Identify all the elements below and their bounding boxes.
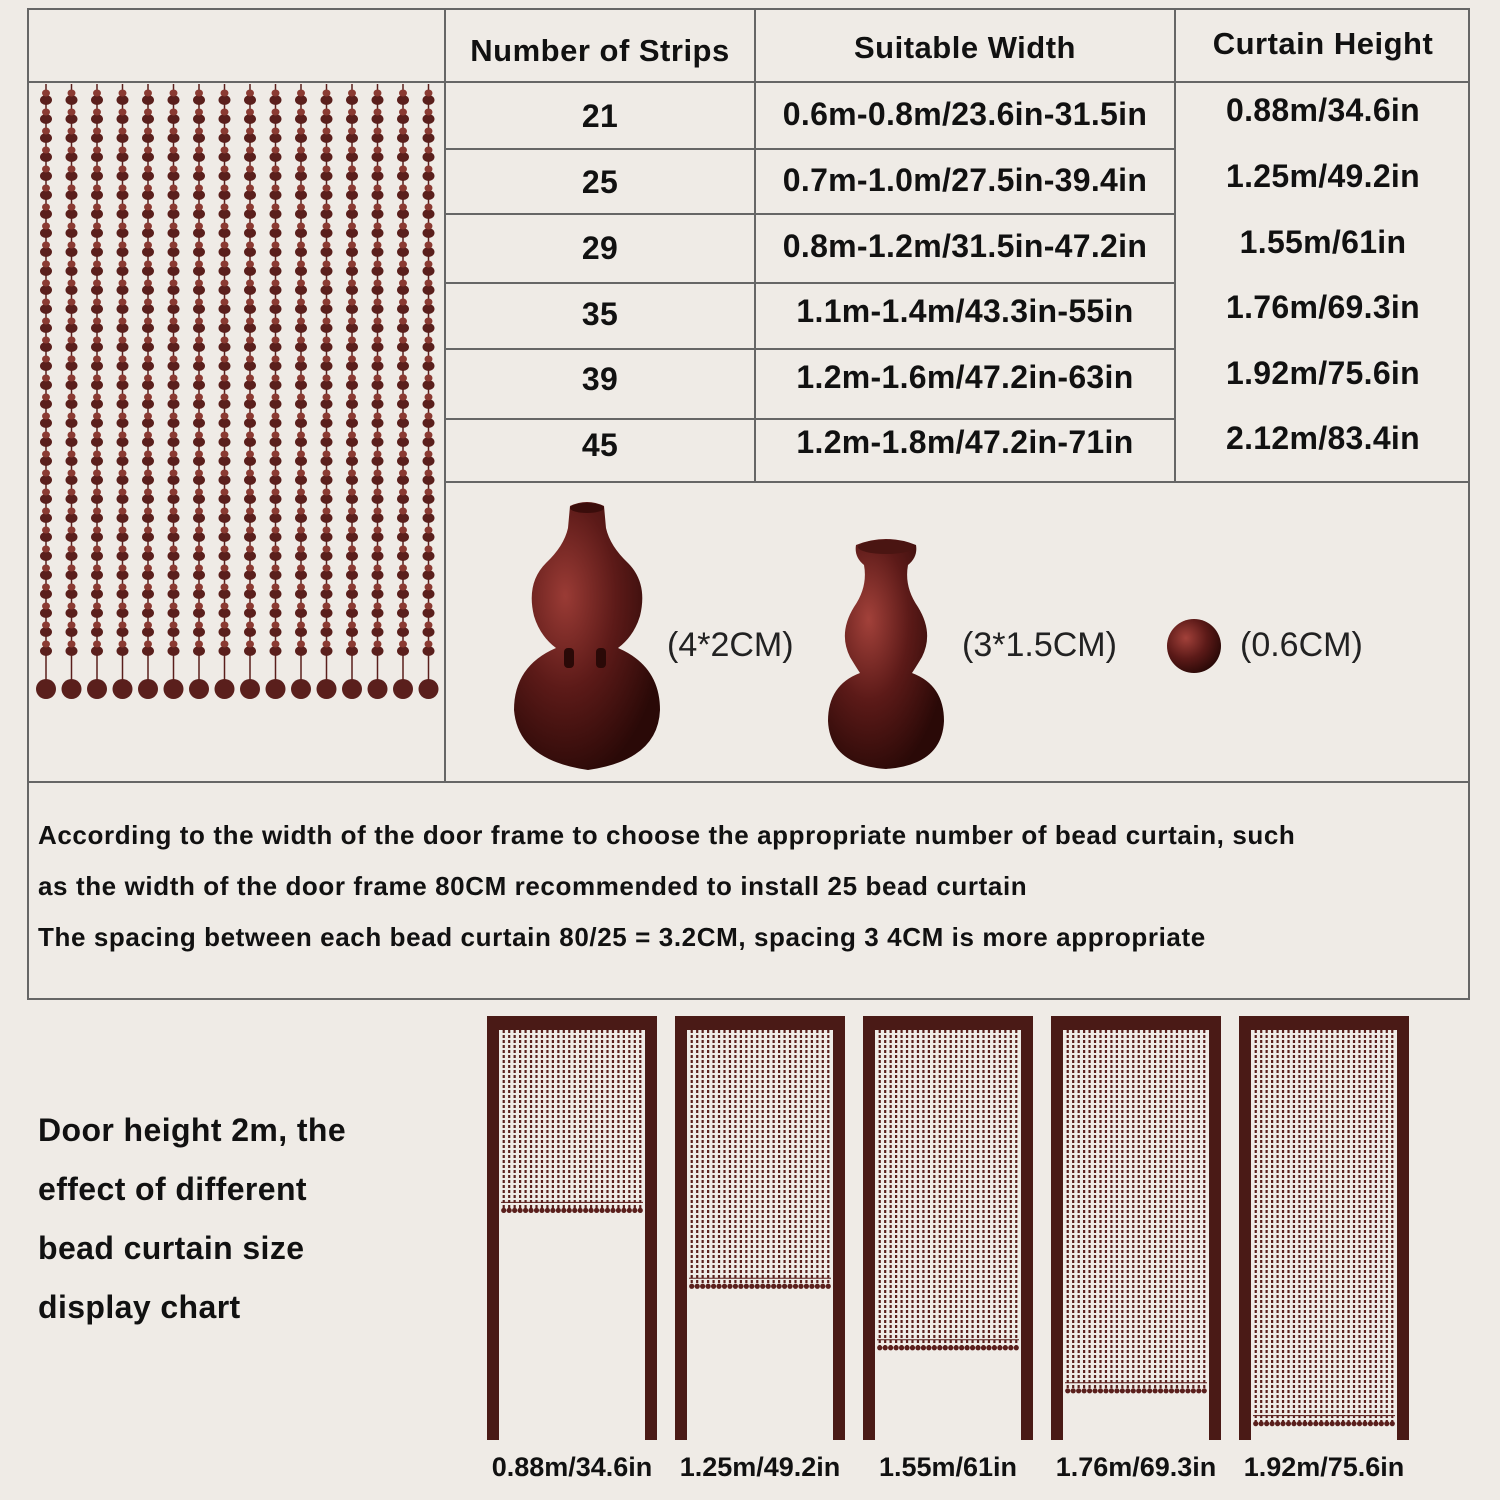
bead-curtain	[501, 1030, 643, 1213]
row-width: 1.1m-1.4m/43.3in-55in	[796, 293, 1134, 329]
bead-strand	[393, 84, 413, 699]
door-curtain-height-label: 1.55m/61in	[878, 1452, 1018, 1482]
small-gourd-size-label: (3*1.5CM)	[962, 626, 1117, 664]
row-width: 1.2m-1.6m/47.2in-63in	[796, 359, 1134, 395]
door-frame-left	[1239, 1016, 1251, 1440]
door-frame-left	[1051, 1016, 1063, 1440]
display-chart-title-line: bead curtain size	[38, 1230, 305, 1266]
door-frame-top	[487, 1016, 657, 1030]
table-divider	[445, 418, 1175, 420]
door-frame-right	[1397, 1016, 1409, 1440]
display-chart-title-line: effect of different	[38, 1171, 307, 1207]
row-strips: 25	[581, 164, 619, 200]
bead-strand	[36, 84, 56, 699]
bead-strand	[291, 84, 311, 699]
door-frame-right	[1209, 1016, 1221, 1440]
row-height: 1.25m/49.2in	[1226, 158, 1420, 194]
round-bead-image	[1166, 618, 1222, 674]
bead-curtain-sample-image	[30, 84, 442, 704]
bead-strand	[266, 84, 286, 699]
bead-strand	[87, 84, 107, 699]
header-suitable-width: Suitable Width	[854, 30, 1076, 65]
door-frame-top	[675, 1016, 845, 1030]
bead-strand	[189, 84, 209, 699]
door-curtain-illustration	[863, 1016, 1033, 1440]
table-divider	[1174, 8, 1176, 483]
door-curtain-illustration	[1239, 1016, 1409, 1440]
table-divider	[445, 348, 1175, 350]
bead-strand	[164, 84, 184, 699]
table-divider	[445, 481, 1470, 483]
bead-strand	[113, 84, 133, 699]
small-gourd-bead-image	[826, 535, 946, 771]
row-height: 1.92m/75.6in	[1226, 355, 1420, 391]
bead-strand	[342, 84, 362, 699]
row-height: 1.55m/61in	[1239, 224, 1407, 260]
row-height: 1.76m/69.3in	[1226, 289, 1420, 325]
row-height: 0.88m/34.6in	[1226, 92, 1420, 128]
row-height: 2.12m/83.4in	[1226, 420, 1420, 456]
door-frame-top	[863, 1016, 1033, 1030]
header-number-of-strips: Number of Strips	[470, 33, 730, 68]
table-divider	[445, 148, 1175, 150]
bead-strand	[62, 84, 82, 699]
door-curtain-illustration	[487, 1016, 657, 1440]
row-strips: 39	[581, 361, 619, 397]
door-frame-right	[833, 1016, 845, 1440]
door-frame-top	[1051, 1016, 1221, 1030]
header-curtain-height: Curtain Height	[1212, 26, 1434, 61]
table-divider	[445, 282, 1175, 284]
row-strips: 29	[581, 230, 619, 266]
bead-strand	[215, 84, 235, 699]
door-curtain-height-label: 0.88m/34.6in	[491, 1452, 653, 1482]
instruction-line-1: According to the width of the door frame to choose the appropriate number of bead curtain, such	[38, 820, 1296, 850]
bead-curtain	[689, 1030, 831, 1289]
large-gourd-bead-image	[510, 498, 665, 776]
table-divider	[27, 781, 1470, 783]
row-width: 0.8m-1.2m/31.5in-47.2in	[782, 228, 1148, 264]
door-curtain-height-label: 1.76m/69.3in	[1055, 1452, 1217, 1482]
bead-strand	[368, 84, 388, 699]
row-strips: 35	[581, 296, 619, 332]
door-frame-right	[645, 1016, 657, 1440]
bead-strand	[240, 84, 260, 699]
row-width: 0.7m-1.0m/27.5in-39.4in	[782, 162, 1148, 198]
bead-strand	[317, 84, 337, 699]
door-curtain-illustration	[675, 1016, 845, 1440]
bead-curtain	[877, 1030, 1019, 1350]
table-divider	[445, 213, 1175, 215]
table-divider	[754, 8, 756, 483]
door-curtain-illustration	[1051, 1016, 1221, 1440]
round-bead-size-label: (0.6CM)	[1240, 626, 1363, 664]
large-gourd-size-label: (4*2CM)	[667, 626, 794, 664]
door-frame-top	[1239, 1016, 1409, 1030]
bead-strand	[138, 84, 158, 699]
row-width: 1.2m-1.8m/47.2in-71in	[796, 424, 1134, 460]
door-curtain-height-label: 1.25m/49.2in	[679, 1452, 841, 1482]
door-frame-left	[487, 1016, 499, 1440]
row-strips: 21	[581, 98, 619, 134]
bead-curtain	[1065, 1030, 1207, 1393]
table-divider	[27, 81, 1470, 83]
row-width: 0.6m-0.8m/23.6in-31.5in	[782, 96, 1148, 132]
display-chart-title-line: Door height 2m, the	[38, 1112, 347, 1148]
table-divider	[444, 8, 446, 783]
instruction-line-2: as the width of the door frame 80CM recommended to install 25 bead curtain	[38, 871, 1028, 901]
door-frame-right	[1021, 1016, 1033, 1440]
door-curtain-height-label: 1.92m/75.6in	[1243, 1452, 1405, 1482]
row-strips: 45	[581, 427, 619, 463]
door-frame-left	[863, 1016, 875, 1440]
instruction-line-3: The spacing between each bead curtain 80/25 = 3.2CM, spacing 3 4CM is more appropriate	[38, 922, 1206, 952]
display-chart-title-line: display chart	[38, 1289, 241, 1325]
bead-curtain	[1253, 1030, 1395, 1426]
bead-strand	[419, 84, 439, 699]
door-frame-left	[675, 1016, 687, 1440]
